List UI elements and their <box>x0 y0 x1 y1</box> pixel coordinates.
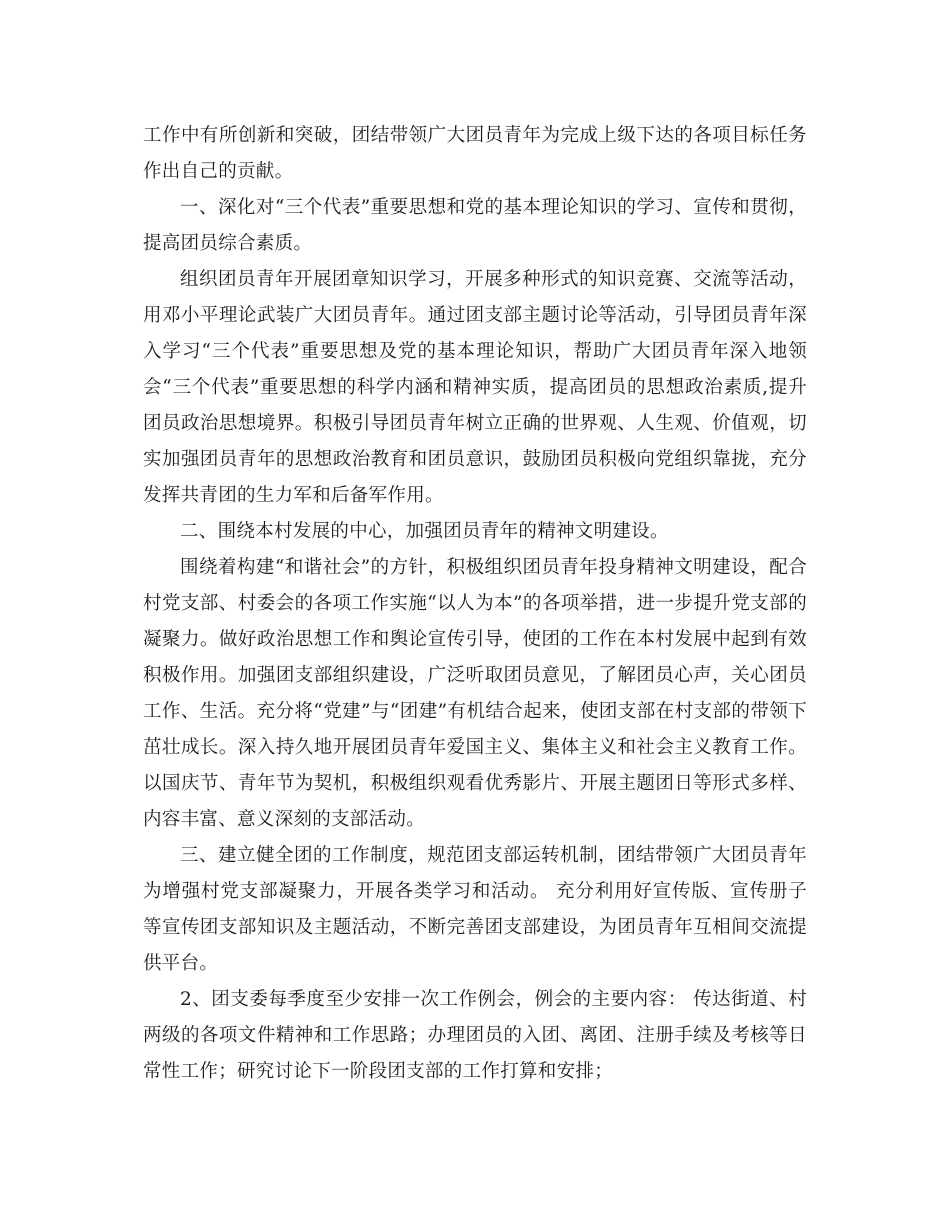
paragraph-study: 组织团员青年开展团章知识学习，开展多种形式的知识竞赛、交流等活动，用邓小平理论武装广大团员青年。通过团支部主题讨论等活动，引导团员青年深入学习“三个代表”重要思想及党的基本理论知识，帮助广大团员青年深入地领会“三个代表”重要思想的科学内涵和精神实质，提高团员的思想政治素质,提升团员政治思想境界。积极引导团员青年树立正确的世界观、人生观、价值观，切实加强团员青年的思想政治教育和团员意识，鼓励团员积极向党组织靠拢，充分发挥共青团的生力军和后备军作用。 <box>143 269 807 506</box>
section-heading-3: 三、建立健全团的工作制度，规范团支部运转机制，团结带领广大团员青年为增强村党支部凝聚力，开展各类学习和活动。 充分利用好宣传版、宣传册子等宣传团支部知识及主题活动，不断完善团支部建设，为团员青年互相间交流提供平台。 <box>143 845 807 974</box>
paragraph-continuation: 工作中有所创新和突破，团结带领广大团员青年为完成上级下达的各项目标任务作出自己的贡献。 <box>143 125 807 182</box>
paragraph-civilization: 围绕着构建“和谐社会”的方针，积极组织团员青年投身精神文明建设，配合村党支部、村委会的各项工作实施“以人为本”的各项举措，进一步提升党支部的凝聚力。做好政治思想工作和舆论宣传引导，使团的工作在本村发展中起到有效积极作用。加强团支部组织建设，广泛听取团员意见，了解团员心声，关心团员工作、生活。充分将“党建”与“团建”有机结合起来，使团支部在村支部的带领下茁壮成长。深入持久地开展团员青年爱国主义、集体主义和社会主义教育工作。以国庆节、青年节为契机，积极组织观看优秀影片、开展主题团日等形式多样、内容丰富、意义深刻的支部活动。 <box>143 557 807 830</box>
paragraph-meetings: 2、团支委每季度至少安排一次工作例会，例会的主要内容： 传达街道、村两级的各项文件精神和工作思路；办理团员的入团、离团、注册手续及考核等日常性工作；研究讨论下一阶段团支部的工作打算和安排； <box>143 989 807 1082</box>
section-heading-1: 一、深化对“三个代表”重要思想和党的基本理论知识的学习、宣传和贯彻，提高团员综合素质。 <box>143 197 807 254</box>
section-heading-2: 二、围绕本村发展的中心，加强团员青年的精神文明建设。 <box>180 521 669 542</box>
document-body <box>143 118 807 1090</box>
